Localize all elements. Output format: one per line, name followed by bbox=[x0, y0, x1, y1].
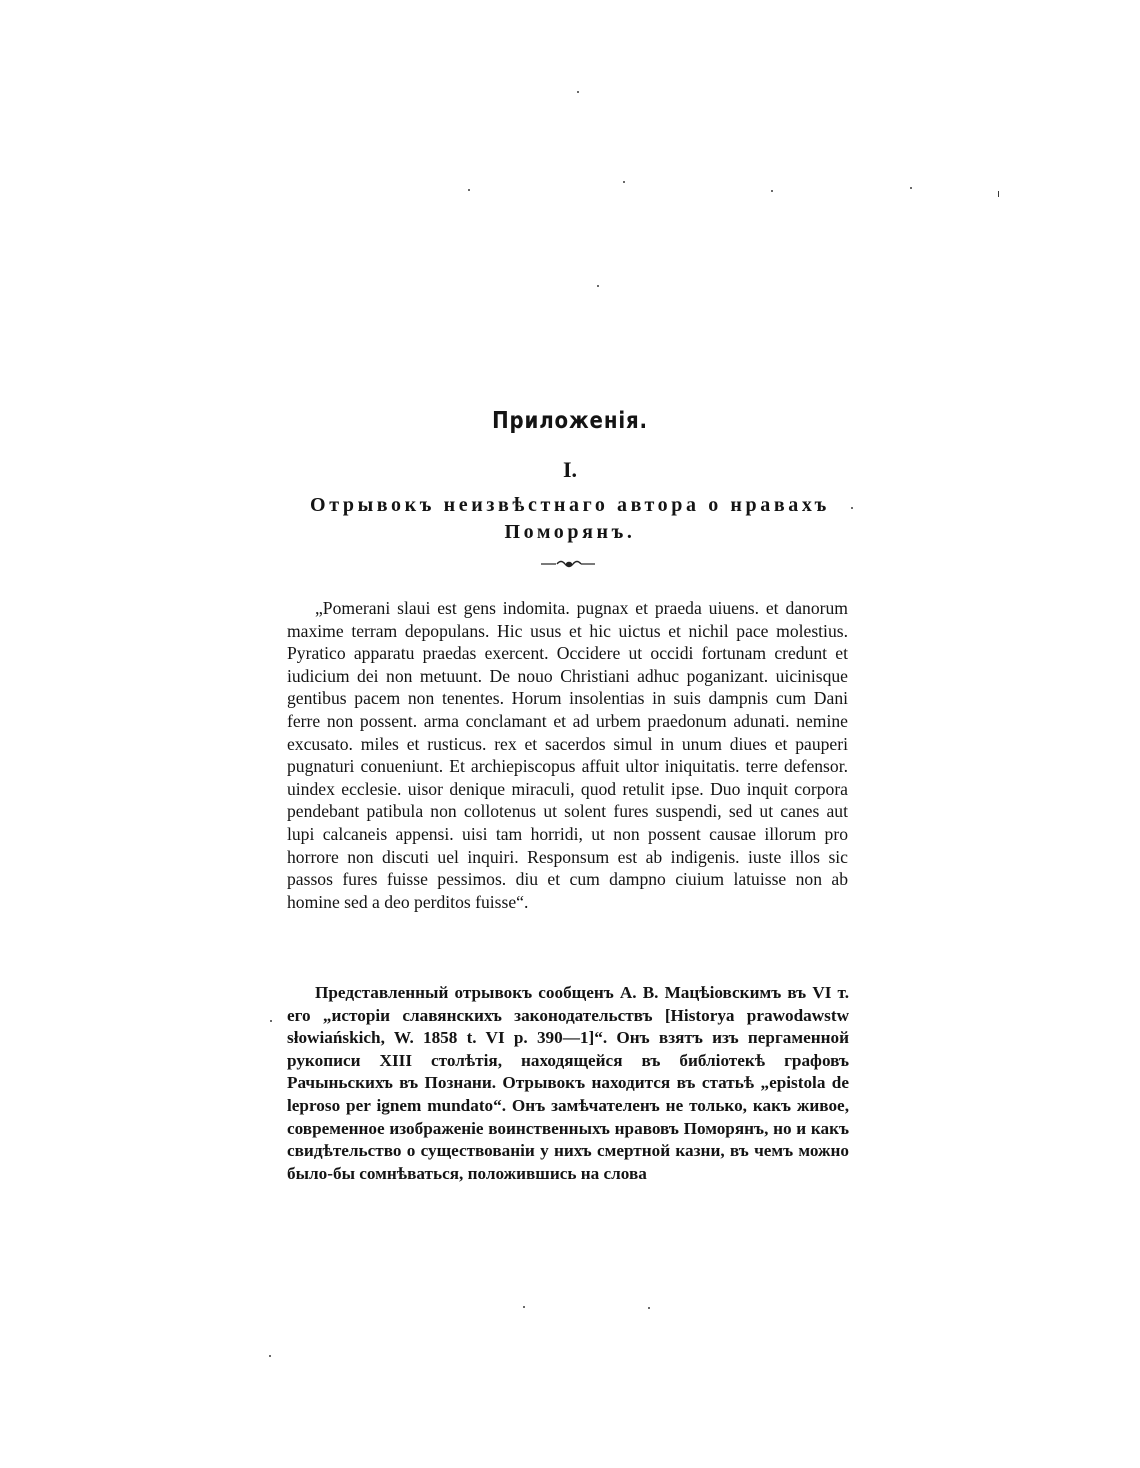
section-title-line-2: Поморянъ. bbox=[504, 521, 636, 543]
scan-speck bbox=[648, 1307, 650, 1309]
appendix-heading: Приложенія. bbox=[492, 408, 648, 434]
section-title-line-1: Отрывокъ неизвѣстнаго автора о нравахъ bbox=[310, 494, 830, 516]
scan-speck bbox=[269, 1355, 271, 1357]
ornament-divider-icon bbox=[540, 556, 596, 572]
scan-speck bbox=[523, 1306, 525, 1308]
scan-speck bbox=[623, 181, 625, 183]
scan-speck bbox=[577, 91, 579, 93]
scan-speck bbox=[998, 191, 999, 197]
latin-excerpt: „Pomerani slaui est gens indomita. pugnax et praeda uiuens. et danorum maxime terram depopulans. Hic usus et hic uictus et nichil pace molestius. Pyratico apparatu praedas exercent. Occidere ut occidi fortunam credunt et iudicium dei non metuunt. De nouo Christiani adhuc poganizant. uicinisque gentibus pacem non tenentes. Horum insolentias in suis dampnis cum Dani ferre non possent. arma conclamant et ad urbem praedonum adunati. nemine excusato. miles et rusticus. rex et sacerdos simul in unum diues et pauperi pugnaturi conueniunt. Et archiepiscopus affuit ultor iniquitatis. terre defensor. uindex ecclesie. uisor denique miraculi, quod retulit ipse. Duo inquit corpora pendebant patibula non collotenus ut solent fures suspendi, sed ut canes aut lupi calcaneis appensi. uisi tam horridi, ut non possent causae illorum pro horrore non discuti uel inquiri. Responsum est ab indigenis. iuste illos sic passos fures fuisse pessimos. diu et cum dampno ciuium latuisse non ab homine sed a deo perditos fuisse“. bbox=[287, 598, 848, 912]
scan-speck bbox=[771, 190, 773, 192]
scan-speck bbox=[910, 187, 912, 189]
section-number: I. bbox=[562, 457, 578, 482]
scan-speck bbox=[468, 189, 470, 191]
scan-speck bbox=[597, 285, 599, 287]
scan-speck bbox=[270, 1020, 272, 1022]
commentary-paragraph: Представленный отрывокъ сообщенъ А. В. Мацѣіовскимъ въ VI т. его „исторіи славянскихъ законодательствъ [Historya prawodawstw słowiańskich, W. 1858 t. VI p. 390—1]“. Онъ взятъ изъ пергаменной рукописи XIII столѣтія, находящейся въ библіотекѣ графовъ Рачыньскихъ въ Познани. Отрывокъ находится въ статьѣ „epistola de leproso per ignem mundato“. Онъ замѣчателенъ не только, какъ живое, современное изображеніе воинственныхъ нравовъ Поморянъ, но и какъ свидѣтельство о существованіи у нихъ смертной казни, въ чемъ можно было-бы сомнѣваться, положившись на слова bbox=[287, 983, 849, 1183]
